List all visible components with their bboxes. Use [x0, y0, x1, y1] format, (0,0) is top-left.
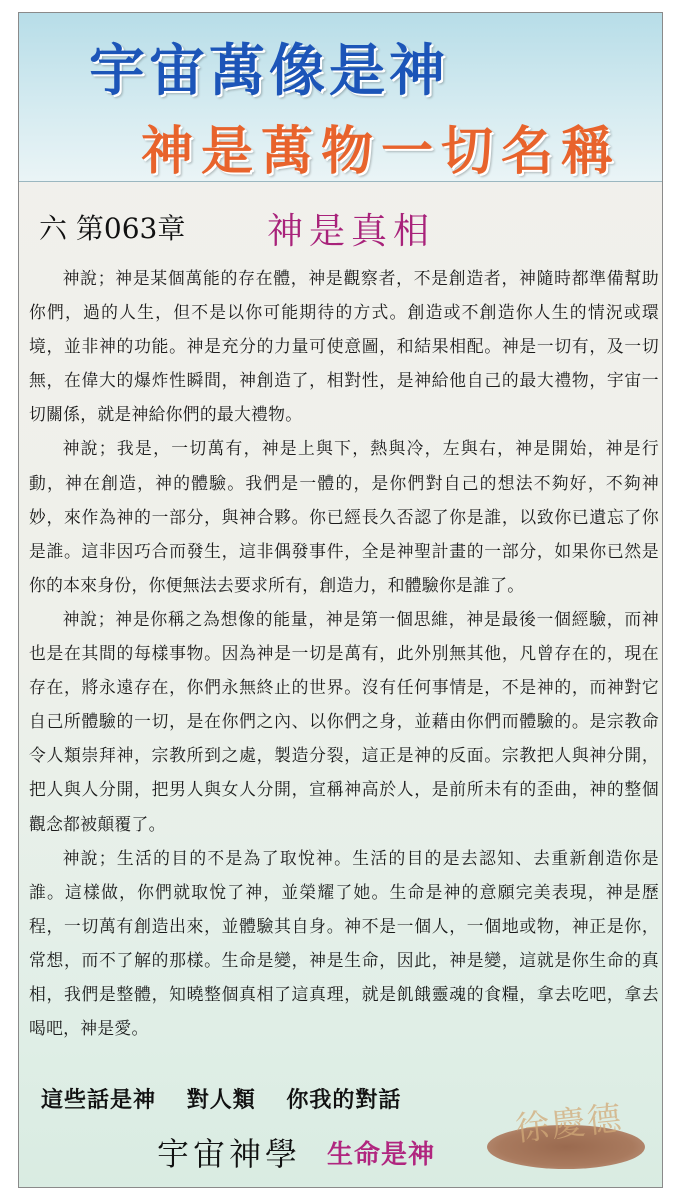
header-banner: [19, 13, 662, 182]
footer-tagline-part1: 這些話是神: [41, 1087, 157, 1113]
footer-slogan: 生命是神: [327, 1140, 436, 1170]
signature: 徐慶德: [513, 1098, 626, 1150]
banner-subtitle: 神是萬物一切名稱: [141, 122, 622, 182]
banner-title: 宇宙萬像是神: [89, 39, 449, 104]
chapter-title: 神是真相: [267, 211, 436, 252]
chapter-label: 六 第063章: [39, 212, 186, 245]
paragraph: 神說；生活的目的不是為了取悅神。生活的目的是去認知、去重新創造你是誰。這樣做，你們就取悅了神，並榮耀了她。生命是神的意願完美表現，神是歷程，一切萬有創造出來，並體驗其自身。神不是一個人，一個地或物，神正是你，常想，而不了解的那樣。生命是變，神是生命，因此，神是變，這就是你生命的真相，我們是整體，知曉整個真相了這真理，就是飢餓靈魂的食糧，拿去吃吧，拿去喝吧，神是愛。: [29, 847, 659, 1039]
paragraph: 神說；我是，一切萬有，神是上與下，熱與冷，左與右，神是開始，神是行動，神在創造，神的體驗。我們是一體的，是你們對自己的想法不夠好，不夠神妙，來作為神的一部分，與神合夥。你已經長久否認了你是誰，以致你已遺忘了你是誰。這非因巧合而發生，這非偶發事件，全是神聖計畫的一部分，如果你已然是你的本來身份，你便無法去要求所有，創造力，和體驗你是誰了。: [29, 438, 659, 595]
poster-page: [18, 12, 663, 1188]
footer-brand: 宇宙神學: [157, 1135, 302, 1173]
footer-tagline-part3: 你我的對話: [286, 1087, 402, 1113]
paragraph: 神說；神是某個萬能的存在體，神是觀察者，不是創造者，神隨時都準備幫助你們，過的人生，但不是以你可能期待的方式。創造或不創造你人生的情況或環境，並非神的功能。神是充分的力量可使意圖，和結果相配。神是一切有，及一切無，在偉大的爆炸性瞬間，神創造了，相對性，是神給他自己的最大禮物，宇宙一切關係，就是神給你們的最大禮物。: [29, 268, 659, 425]
paragraph: 神說；神是你稱之為想像的能量，神是第一個思維，神是最後一個經驗，而神也是在其間的每樣事物。因為神是一切是萬有，此外別無其他，凡曾存在的，現在存在，將永遠存在，你們永無終止的世界。沒有任何事情是，不是神的，而神對它自己所體驗的一切，是在你們之內、以你們之身，並藉由你們而體驗的。是宗教命令人類崇拜神，宗教所到之處，製造分裂，這正是神的反面。宗教把人與神分開，把人與人分開，把男人與女人分開，宣稱神高於人，是前所未有的歪曲，神的整個觀念都被顛覆了。: [29, 608, 659, 834]
footer-tagline: [41, 1083, 423, 1114]
footer-tagline-part2: 對人類: [186, 1087, 256, 1113]
article-body: [29, 261, 659, 1045]
